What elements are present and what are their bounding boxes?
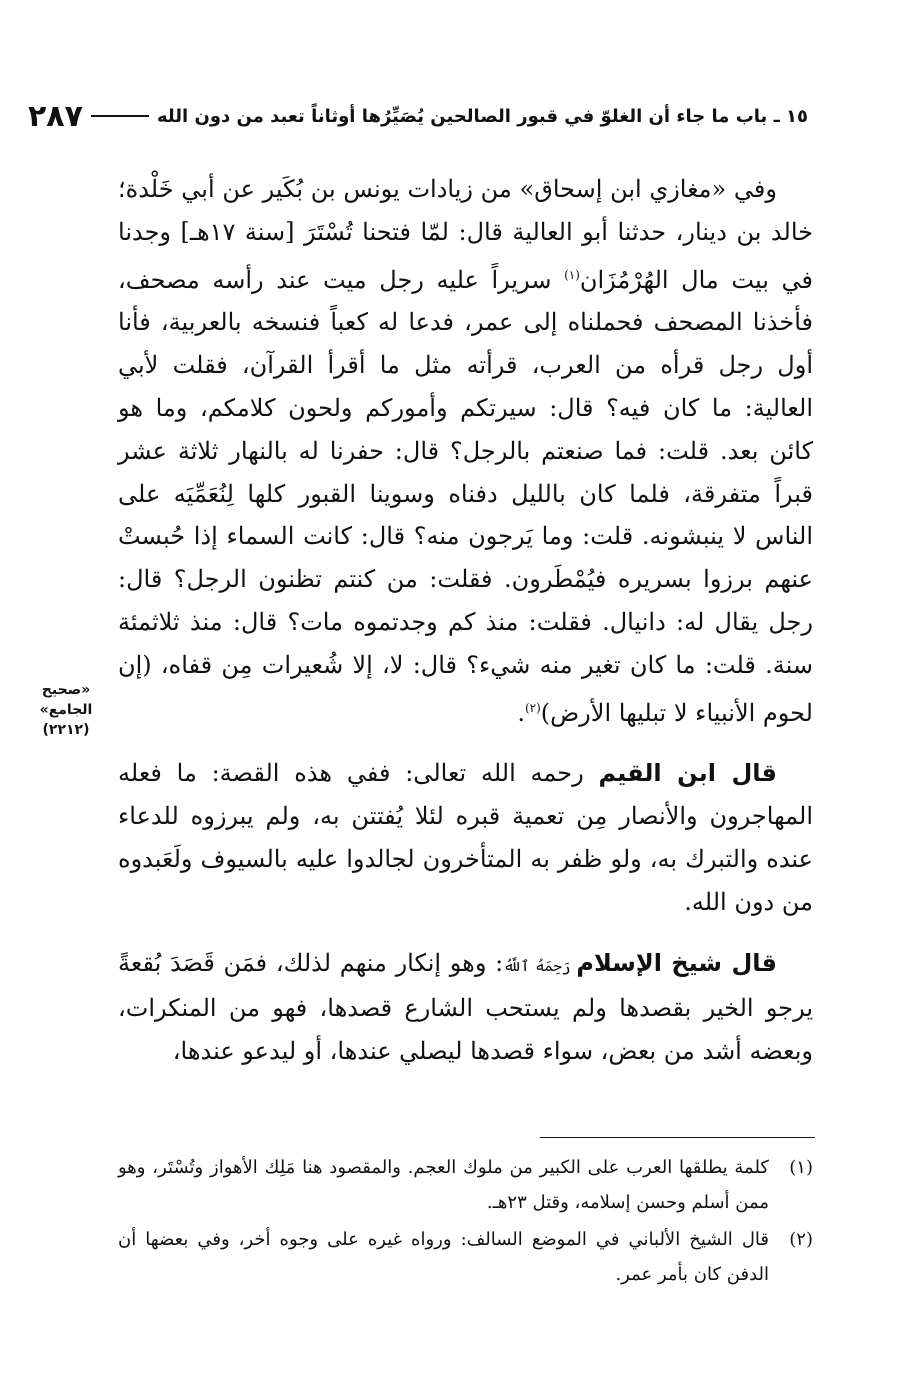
main-text: [118, 168, 813, 1091]
footnote-2: [118, 1222, 813, 1292]
footnote-2-text: قال الشيخ الألباني في الموضع السالف: ورواه غيره على وجوه أخر، وفي بعضها أن الدفن كان بأمر عمر.: [118, 1229, 769, 1285]
running-header: [28, 96, 808, 136]
footnote-1: [118, 1150, 813, 1220]
footnote-ref-1: (١): [564, 267, 580, 282]
paragraph-3-honorific: رَحِمَهُ ٱللَّهُ: [503, 956, 577, 975]
paragraph-1-text: وفي «مغازي ابن إسحاق» من زيادات يونس بن بُكَير عن أبي خَلْدة؛ خالد بن دينار، حدثنا أبو العالية قال: لمّا فتحنا تُسْتَرَ [سنة ١٧هـ] وجدنا في بيت مال الهُرْمُزَان: [118, 175, 813, 294]
header-rule: [91, 115, 149, 117]
margin-reference-line-1: «صحيح: [41, 682, 91, 698]
paragraph-3: [118, 942, 813, 1073]
margin-reference: [26, 680, 106, 740]
margin-reference-line-3: (٢٢١٢): [42, 722, 90, 738]
footnote-1-text: كلمة يطلقها العرب على الكبير من ملوك العجم. والمقصود هنا مَلِك الأهواز وتُسْتَر، وهو ممن أسلم وحسن إسلامه، وقتل ٢٣هـ.: [118, 1157, 769, 1213]
paragraph-2: [118, 752, 813, 923]
paragraph-1-end: .: [517, 698, 525, 727]
paragraph-2-text: رحمه الله تعالى: ففي هذه القصة: ما فعله المهاجرون والأنصار مِن تعمية قبره لئلا يُفتتن به، ولم يبرزوه للدعاء عنده والتبرك به، ولو ظفر به المتأخرون لجالدوا عليه بالسيوف ولَعَبدوه من دون الله.: [118, 759, 813, 916]
paragraph-3-speaker: قال شيخ الإسلام: [576, 948, 778, 977]
footnote-1-number: (١): [789, 1157, 813, 1178]
footnote-2-number: (٢): [789, 1229, 813, 1250]
chapter-title: ١٥ ـ باب ما جاء أن الغلوّ في قبور الصالحين يُصَيِّرُها أوثاناً تعبد من دون الله: [157, 105, 808, 127]
margin-reference-line-2: الجامع»: [39, 702, 93, 718]
paragraph-2-speaker: قال ابن القيم: [598, 759, 777, 788]
page-number: ٢٨٧: [28, 98, 83, 134]
paragraph-1-continued: سريراً عليه رجل ميت عند رأسه مصحف، فأخذنا المصحف فحملناه إلى عمر، فدعا له كعباً فنسخه بالعربية، فأنا أول رجل قرأه من العرب، قرأته مثل ما أقرأ القرآن، فقلت لأبي العالية: ما كان فيه؟ قال: سيرتكم وأموركم ولحون كلامكم، وما هو كائن بعد. قلت: فما صنعتم بالرجل؟ قال: حفرنا له بالنهار ثلاثة عشر قبراً متفرقة، فلما كان بالليل دفناه وسوينا القبور كلها لِنُعَمِّيَه على الناس لا ينبشونه. قلت: وما يَرجون منه؟ قال: كانت السماء إذا حُبستْ عنهم برزوا بسريره فيُمْطَرون. فقلت: من كنتم تظنون الرجل؟ قال: رجل يقال له: دانيال. فقلت: منذ كم وجدتموه مات؟ قال: منذ ثلاثمئة سنة. قلت: ما كان تغير منه شيء؟ قال: لا، إلا شُعيرات مِن قفاه، (إن لحوم الأنبياء لا تبليها الأرض): [118, 265, 813, 727]
footnote-separator: [540, 1137, 815, 1138]
footnote-ref-2: (٢): [524, 700, 541, 715]
footnotes: [118, 1150, 813, 1294]
paragraph-3-text: : وهو إنكار منهم لذلك، فمَن قَصَدَ بُقعةً يرجو الخير بقصدها ولم يستحب الشارع قصدها، فهو من المنكرات، وبعضه أشد من بعض، سواء قصدها ليصلي عندها، أو ليدعو عندها،: [118, 948, 813, 1066]
paragraph-1: [118, 168, 813, 734]
